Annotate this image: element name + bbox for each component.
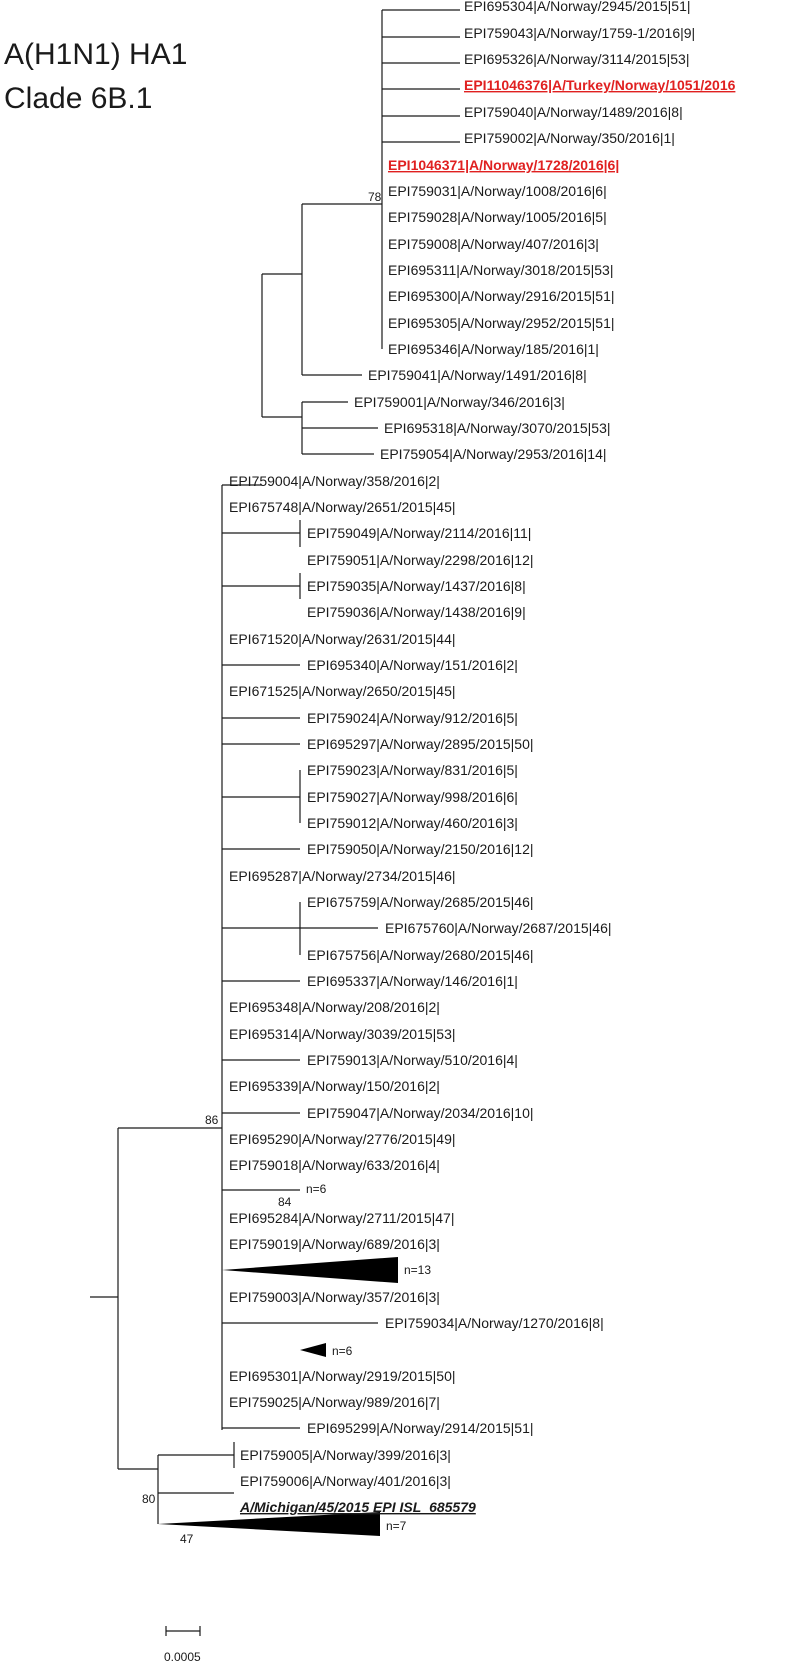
bootstrap-value: 47 bbox=[180, 1532, 194, 1546]
bootstrap-value: 84 bbox=[278, 1195, 292, 1209]
leaf-label: EPI759023|A/Norway/831/2016|5| bbox=[307, 762, 518, 778]
leaf-label: EPI759025|A/Norway/989/2016|7| bbox=[229, 1394, 440, 1410]
leaf-labels bbox=[229, 0, 736, 1515]
leaf-label: EPI695297|A/Norway/2895/2015|50| bbox=[307, 736, 534, 752]
bootstrap-value: 80 bbox=[142, 1492, 156, 1506]
collapsed-clade-label: n=7 bbox=[386, 1519, 407, 1533]
leaf-label: EPI11046376|A/Turkey/Norway/1051/2016 bbox=[464, 77, 736, 93]
leaf-label: EPI695304|A/Norway/2945/2015|51| bbox=[464, 0, 691, 14]
leaf-label: EPI759003|A/Norway/357/2016|3| bbox=[229, 1289, 440, 1305]
scale-bar bbox=[164, 1626, 201, 1664]
leaf-label: EPI695314|A/Norway/3039/2015|53| bbox=[229, 1026, 456, 1042]
scale-bar-label: 0.0005 bbox=[164, 1650, 201, 1664]
leaf-label: EPI759006|A/Norway/401/2016|3| bbox=[240, 1473, 451, 1489]
leaf-label: EPI695300|A/Norway/2916/2015|51| bbox=[388, 288, 615, 304]
leaf-label: EPI759047|A/Norway/2034/2016|10| bbox=[307, 1105, 534, 1121]
leaf-label: EPI1046371|A/Norway/1728/2016|6| bbox=[388, 157, 620, 173]
leaf-label: EPI759054|A/Norway/2953/2016|14| bbox=[380, 446, 607, 462]
leaf-label: EPI695301|A/Norway/2919/2015|50| bbox=[229, 1368, 456, 1384]
leaf-label: EPI695339|A/Norway/150/2016|2| bbox=[229, 1078, 440, 1094]
leaf-label: EPI675759|A/Norway/2685/2015|46| bbox=[307, 894, 534, 910]
leaf-label: EPI759050|A/Norway/2150/2016|12| bbox=[307, 841, 534, 857]
collapsed-clade-label: n=6 bbox=[306, 1182, 327, 1196]
leaf-label: EPI759040|A/Norway/1489/2016|8| bbox=[464, 104, 683, 120]
leaf-label: EPI695326|A/Norway/3114/2015|53| bbox=[464, 51, 690, 67]
leaf-label: EPI695337|A/Norway/146/2016|1| bbox=[307, 973, 518, 989]
leaf-label: EPI675760|A/Norway/2687/2015|46| bbox=[385, 920, 612, 936]
leaf-label: EPI759019|A/Norway/689/2016|3| bbox=[229, 1236, 440, 1252]
collapsed-clade-label: n=6 bbox=[332, 1344, 353, 1358]
leaf-label: EPI759013|A/Norway/510/2016|4| bbox=[307, 1052, 518, 1068]
tree-title-line-2: Clade 6B.1 bbox=[4, 82, 153, 115]
leaf-label: EPI759004|A/Norway/358/2016|2| bbox=[229, 473, 440, 489]
leaf-label: EPI759001|A/Norway/346/2016|3| bbox=[354, 394, 565, 410]
leaf-label: EPI671525|A/Norway/2650/2015|45| bbox=[229, 683, 456, 699]
leaf-label: EPI695311|A/Norway/3018/2015|53| bbox=[388, 262, 614, 278]
collapsed-clade-label: n=13 bbox=[404, 1263, 432, 1277]
leaf-label: EPI759008|A/Norway/407/2016|3| bbox=[388, 236, 599, 252]
leaf-label: EPI759002|A/Norway/350/2016|1| bbox=[464, 130, 675, 146]
leaf-label: EPI759018|A/Norway/633/2016|4| bbox=[229, 1157, 440, 1173]
leaf-label: EPI759041|A/Norway/1491/2016|8| bbox=[368, 367, 587, 383]
leaf-label: EPI759024|A/Norway/912/2016|5| bbox=[307, 710, 518, 726]
leaf-label: EPI759027|A/Norway/998/2016|6| bbox=[307, 789, 518, 805]
leaf-label: A/Michigan/45/2015 EPI ISL_685579 bbox=[240, 1499, 476, 1515]
tree-title-line-1: A(H1N1) HA1 bbox=[4, 38, 188, 71]
leaf-label: EPI759035|A/Norway/1437/2016|8| bbox=[307, 578, 526, 594]
leaf-label: EPI759051|A/Norway/2298/2016|12| bbox=[307, 552, 534, 568]
leaf-label: EPI695284|A/Norway/2711/2015|47| bbox=[229, 1210, 455, 1226]
leaf-label: EPI759012|A/Norway/460/2016|3| bbox=[307, 815, 518, 831]
leaf-label: EPI695305|A/Norway/2952/2015|51| bbox=[388, 315, 615, 331]
leaf-label: EPI759028|A/Norway/1005/2016|5| bbox=[388, 209, 607, 225]
leaf-label: EPI695346|A/Norway/185/2016|1| bbox=[388, 341, 599, 357]
leaf-label: EPI695348|A/Norway/208/2016|2| bbox=[229, 999, 440, 1015]
leaf-label: EPI695299|A/Norway/2914/2015|51| bbox=[307, 1420, 534, 1436]
leaf-label: EPI695290|A/Norway/2776/2015|49| bbox=[229, 1131, 456, 1147]
bootstrap-value: 86 bbox=[205, 1113, 219, 1127]
bootstrap-value: 78 bbox=[368, 190, 382, 204]
leaf-label: EPI759049|A/Norway/2114/2016|11| bbox=[307, 525, 532, 541]
leaf-label: EPI671520|A/Norway/2631/2015|44| bbox=[229, 631, 456, 647]
leaf-label: EPI759043|A/Norway/1759-1/2016|9| bbox=[464, 25, 696, 41]
leaf-label: EPI695287|A/Norway/2734/2015|46| bbox=[229, 868, 456, 884]
leaf-label: EPI695340|A/Norway/151/2016|2| bbox=[307, 657, 518, 673]
leaf-label: EPI759005|A/Norway/399/2016|3| bbox=[240, 1447, 451, 1463]
leaf-label: EPI695318|A/Norway/3070/2015|53| bbox=[384, 420, 611, 436]
leaf-label: EPI759031|A/Norway/1008/2016|6| bbox=[388, 183, 607, 199]
leaf-label: EPI759036|A/Norway/1438/2016|9| bbox=[307, 604, 526, 620]
leaf-label: EPI675756|A/Norway/2680/2015|46| bbox=[307, 947, 534, 963]
leaf-label: EPI675748|A/Norway/2651/2015|45| bbox=[229, 499, 456, 515]
leaf-label: EPI759034|A/Norway/1270/2016|8| bbox=[385, 1315, 604, 1331]
